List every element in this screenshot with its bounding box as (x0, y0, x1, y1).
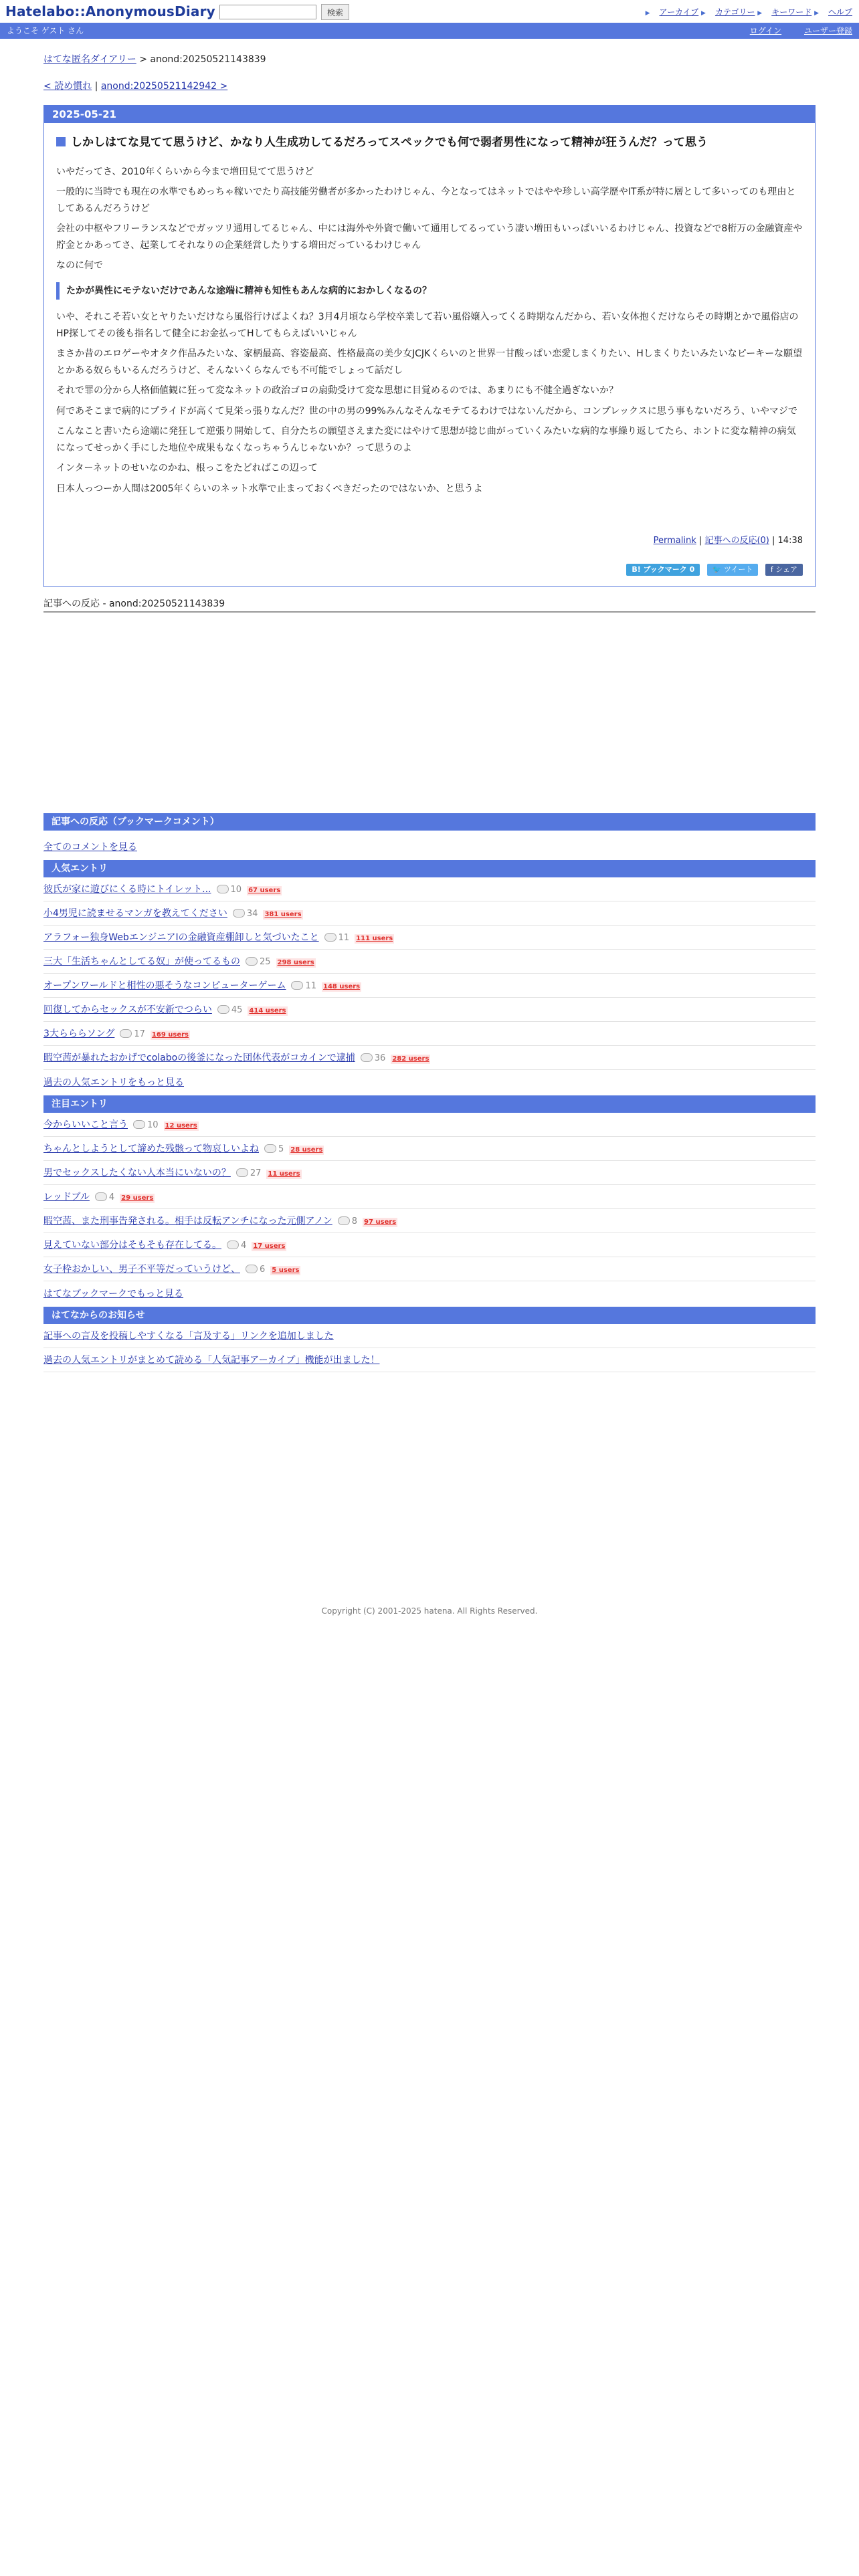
users-badge[interactable]: 12 users (165, 1121, 197, 1130)
comment-count-value: 10 (147, 1119, 159, 1130)
list-item (43, 998, 816, 1022)
comment-bubble-icon (246, 1265, 258, 1273)
comment-count-value: 11 (338, 932, 350, 943)
popular-section-title: 人気エントリ (43, 860, 816, 877)
facebook-icon: f (770, 565, 776, 574)
prev-entry-link[interactable]: < 読め慣れ (43, 81, 92, 92)
tweet-button[interactable] (707, 564, 759, 576)
comment-count-value: 17 (134, 1029, 145, 1039)
comment-count[interactable] (95, 1186, 114, 1210)
all-comments-row (43, 835, 816, 860)
users-badge[interactable]: 17 users (253, 1242, 286, 1250)
breadcrumb-separator: > (139, 54, 147, 65)
list-item (43, 950, 816, 974)
entry-paragraph: なのに何で (56, 260, 103, 272)
triangle-icon: ▶ (701, 10, 706, 17)
entry-paragraph: 一般的に当時でも現在の水準でもめっちゃ稼いでたり高技能労働者が多かったわけじゃん、今となってはネットではやや珍しい高学歴やIT系が特に層として多いってのも理由としてあるんだろうけど (56, 187, 796, 214)
login-link[interactable]: ログイン (749, 26, 782, 35)
featured-more-row (43, 1281, 816, 1307)
entry-link[interactable]: オープンワールドと相性の悪そうなコンピューターゲーム (43, 980, 286, 991)
comment-bubble-icon (233, 909, 245, 918)
entry-link[interactable]: 回復してからセックスが不安新でつらい (43, 1004, 212, 1015)
hatena-bookmark-button[interactable]: B! ブックマーク 0 (626, 564, 700, 576)
entry-link[interactable]: 見えていない部分はそもそも存在してる。 (43, 1239, 221, 1251)
entry-body (44, 123, 815, 586)
entry-paragraph: まさか昔のエロゲーやオタク作品みたいな、家柄最高、容姿最高、性格最高の美少女JCJKくらいのと世界一甘酸っぱい恋愛しまくりたい、Hしまくりたいみたいなピーキーな願望とかある奴らもいるんだろうけど、そんないくらなんでも不可能でしょって話だし (56, 348, 803, 376)
list-item (43, 1185, 816, 1209)
entry-paragraph: 何であそこまで病的にプライドが高くて見栄っ張りなんだ？世の中の男の99%みんなそんなモテてるわけではないんだから、コンプレックスに思う事もないだろう、いやマジで (56, 405, 797, 417)
list-item (43, 901, 816, 926)
pager-separator: | (94, 81, 98, 92)
share-label: シェア (775, 565, 797, 574)
entry-title-text[interactable]: しかしはてな見てて思うけど、かなり人生成功してるだろってスペックでも何で弱者男性になって精神が狂うんだ？って思う (71, 135, 708, 149)
entry-title (56, 134, 803, 152)
users-badge[interactable]: 169 users (151, 1031, 189, 1039)
popular-more-row (43, 1070, 816, 1095)
breadcrumb-root[interactable]: はてな匿名ダイアリー (43, 54, 136, 65)
featured-list (43, 1113, 816, 1281)
news-link[interactable]: 過去の人気エントリがまとめて読める「人気記事アーカイブ」機能が出ました！ (43, 1354, 380, 1366)
all-comments-link[interactable]: 全てのコメントを見る (43, 841, 137, 853)
comment-count-value: 6 (260, 1264, 266, 1275)
entry-paragraph: いやだってさ、2010年くらいから今まで増田見てて思うけど (56, 166, 314, 177)
entry-quote: たかが異性にモテないだけであんな途端に精神も知性もあんな病的におかしくなるの？ (56, 282, 803, 300)
comment-count-value: 27 (250, 1168, 262, 1178)
comment-count[interactable] (338, 1210, 357, 1234)
list-item (43, 1022, 816, 1046)
entry-footer (56, 534, 803, 548)
news-item (43, 1348, 816, 1372)
site-logo[interactable]: Hatelabo::AnonymousDiary (5, 3, 215, 19)
top-nav (646, 6, 852, 19)
footer-separator: | (772, 536, 775, 546)
comment-count-value: 4 (108, 1192, 115, 1202)
comment-bubble-icon (246, 957, 258, 966)
triangle-icon: ▶ (814, 10, 819, 17)
comment-count-value: 36 (374, 1053, 386, 1063)
comment-count-value: 34 (246, 908, 258, 919)
next-entry-link[interactable]: anond:20250521142942 > (100, 81, 228, 92)
users-badge[interactable]: 282 users (392, 1055, 430, 1063)
list-item (43, 1209, 816, 1233)
entry-link[interactable]: 彼氏が家に遊びにくる時にトイレット... (43, 883, 211, 895)
users-badge[interactable]: 298 users (277, 958, 314, 966)
comment-count-value: 25 (260, 956, 271, 967)
entry-paragraph: 日本人っつーか人間は2005年くらいのネット水準で止まっておくべきだったのではないか、と思うよ (56, 483, 483, 494)
breadcrumb (43, 52, 816, 67)
news-section-title: はてなからのお知らせ (43, 1307, 816, 1324)
search-input[interactable] (219, 5, 316, 19)
entry-paragraph: 会社の中枢やフリーランスなどでガッツリ通用してるじゃん、中には海外や外資で働いて通用してるっていう凄い増田もいっぱいいるわけじゃん、投資などで8桁万の金融資産や貯金とかあってさ、起業してそれなりの企業経営したりする増田だっているわけじゃん (56, 223, 803, 251)
nav-help[interactable]: ヘルプ (828, 7, 852, 17)
users-badge[interactable]: 29 users (121, 1194, 154, 1202)
comment-bubble-icon (338, 1216, 350, 1225)
footer-separator: | (698, 536, 702, 546)
welcome-text: ようこそ ゲスト さん (7, 26, 84, 35)
triangle-icon: ▶ (645, 10, 650, 17)
comment-count-value: 11 (305, 980, 317, 991)
featured-section-title: 注目エントリ (43, 1095, 816, 1113)
comment-count[interactable] (246, 1258, 265, 1282)
nav-category[interactable]: カテゴリー (714, 7, 755, 17)
list-item (43, 926, 816, 950)
entry-link[interactable]: 3大らららソング (43, 1028, 115, 1039)
square-icon (56, 137, 66, 146)
comment-count[interactable] (227, 1234, 246, 1258)
entry-link[interactable]: レッドブル (43, 1191, 90, 1202)
triangle-icon: ▶ (757, 10, 763, 17)
entry-link[interactable]: 今からいいこと言う (43, 1119, 128, 1130)
comment-count[interactable] (236, 1162, 262, 1186)
pager (43, 79, 816, 94)
nav-keyword[interactable]: キーワード (771, 7, 812, 17)
entry-link[interactable]: アラフォー独身WebエンジニアIの金融資産棚卸しと気づいたこと (43, 932, 319, 943)
comment-bubble-icon (236, 1168, 248, 1177)
comment-count[interactable] (264, 1138, 284, 1162)
facebook-share-button[interactable] (765, 564, 803, 576)
popular-list (43, 877, 816, 1070)
users-badge[interactable]: 28 users (290, 1146, 323, 1154)
list-item (43, 877, 816, 901)
reaction-link[interactable]: 記事への反応(0) (704, 536, 769, 546)
comment-count[interactable] (233, 902, 258, 926)
comment-bubble-icon (324, 933, 337, 942)
entry-link[interactable]: 三大「生活ちゃんとしてる奴」が使ってるもの (43, 956, 240, 967)
permalink[interactable]: Permalink (653, 536, 696, 546)
users-badge[interactable]: 111 users (356, 934, 393, 942)
entry-link[interactable]: 暇空茜が暴れたおかげでcolaboの後釜になった団体代表がコカインで逮捕 (43, 1052, 355, 1063)
list-item (43, 974, 816, 998)
diary-entry (43, 105, 816, 587)
list-item (43, 1113, 816, 1137)
search-button[interactable]: 検索 (321, 4, 349, 20)
comment-count[interactable] (120, 1023, 145, 1047)
comment-bubble-icon (227, 1241, 239, 1249)
entry-link[interactable]: 男でセックスしたくない人本当にいないの？ (43, 1167, 231, 1178)
news-item (43, 1324, 816, 1348)
entry-link[interactable]: ちゃんとしようとして諦めた残骸って物哀しいよね (43, 1143, 259, 1154)
news-link[interactable]: 記事への言及を投稿しやすくなる「言及する」リンクを追加しました (43, 1330, 334, 1341)
comment-bubble-icon (95, 1192, 107, 1201)
copyright: Copyright (C) 2001-2025 hatena. All Rights Reserved. (321, 1606, 538, 1616)
entry-link[interactable]: 暇空茜、また刑事告発される。相手は反転アンチになった元側アノン (43, 1215, 332, 1226)
comment-count-value: 45 (231, 1004, 243, 1015)
list-item (43, 1257, 816, 1281)
list-item (43, 1046, 816, 1070)
list-item (43, 1233, 816, 1257)
comment-bubble-icon (217, 885, 229, 893)
user-bar (0, 23, 859, 39)
bookmark-section-title: 記事への反応（ブックマークコメント） (43, 813, 816, 831)
entry-paragraph: インターネットのせいなのかね、根っこをたどればこの辺って (56, 463, 318, 474)
comment-count-value: 8 (351, 1216, 358, 1226)
comment-bubble-icon (264, 1144, 276, 1153)
users-badge[interactable]: 11 users (268, 1170, 300, 1178)
entry-link[interactable]: 女子枠おかしい、男子不平等だっていうけど、 (43, 1263, 240, 1275)
tweet-label: ツイート (723, 565, 753, 574)
entry-link[interactable]: 小4男児に読ませるマンガを教えてください (43, 907, 227, 919)
main-content (43, 52, 816, 1372)
users-badge[interactable]: 414 users (249, 1006, 286, 1014)
entry-time: 14:38 (777, 536, 803, 546)
nav-archive[interactable]: アーカイブ (659, 7, 699, 17)
entry-paragraph: いや、それこそ若い女とヤりたいだけなら風俗行けばよくね？3月4月頃なら学校卒業して若い風俗嬢入ってくる時期なんだから、若い女体抱くだけならその時期とかで風俗店のHP探してその後も指名して健全にお金払ってHしてもらえばいいじゃん (56, 312, 799, 339)
featured-more-link[interactable]: はてなブックマークでもっと見る (43, 1288, 184, 1299)
entry-paragraph: それで罪の分から人格価値観に狂って変なネットの政治ゴロの扇動受けて変な思想に目覚めるのでは、あまりにも不健全過ぎないか？ (56, 385, 618, 397)
breadcrumb-current: anond:20250521143839 (150, 54, 266, 65)
comment-count[interactable] (361, 1047, 386, 1071)
entry-date: 2025-05-21 (44, 106, 815, 123)
entry-paragraph: こんなこと書いたら途端に発狂して逆張り開始して、自分たちの願望さえまた変にはやけて思想が捻じ曲がっていくみたいな病的な事繰り返してたら、ホントに変な精神の病気になってせっかく手にした地位や成果もなくなっちゃうんじゃないか？って思うのよ (56, 426, 796, 453)
reaction-heading: 記事への反応 - anond:20250521143839 (43, 597, 816, 613)
popular-more-link[interactable]: 過去の人気エントリをもっと見る (43, 1077, 184, 1088)
users-badge[interactable]: 148 users (323, 982, 361, 990)
comment-count-value: 10 (230, 884, 242, 895)
comment-count[interactable] (246, 950, 271, 974)
comment-count[interactable] (217, 878, 242, 902)
users-badge[interactable]: 67 users (248, 886, 281, 894)
users-badge[interactable]: 97 users (364, 1218, 397, 1226)
users-badge[interactable]: 5 users (272, 1266, 300, 1274)
comment-count[interactable] (291, 974, 316, 998)
news-list (43, 1324, 816, 1372)
comment-count-value: 5 (278, 1144, 284, 1154)
comment-bubble-icon (291, 981, 303, 990)
user-links (730, 23, 852, 39)
comment-bubble-icon (133, 1120, 145, 1129)
bird-icon: 🐦 (712, 565, 724, 574)
comment-bubble-icon (361, 1053, 373, 1062)
comment-count-value: 4 (241, 1240, 247, 1251)
list-item (43, 1137, 816, 1161)
comment-bubble-icon (120, 1029, 132, 1038)
share-buttons (56, 562, 803, 576)
comment-bubble-icon (217, 1005, 229, 1014)
top-header (0, 0, 859, 23)
register-link[interactable]: ユーザー登録 (803, 26, 852, 35)
comment-count[interactable] (217, 998, 243, 1023)
comment-count[interactable] (133, 1113, 159, 1138)
users-badge[interactable]: 381 users (264, 910, 302, 918)
comment-count[interactable] (324, 926, 350, 950)
list-item (43, 1161, 816, 1185)
ad-space (43, 613, 816, 813)
